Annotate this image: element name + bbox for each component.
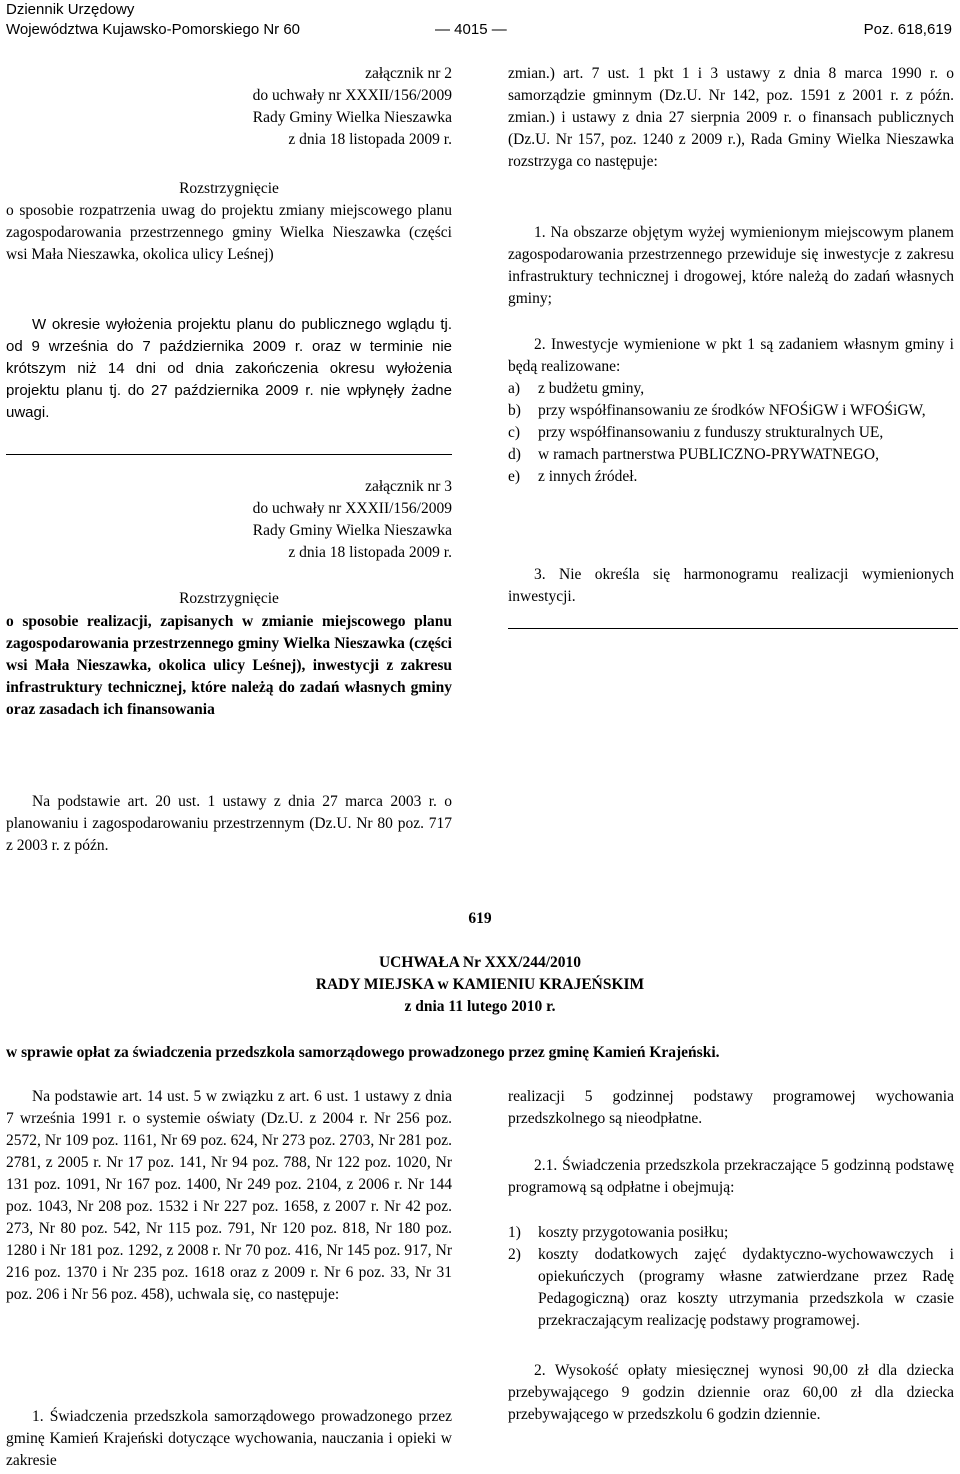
list-item: e) z innych źródeł. bbox=[508, 468, 638, 485]
act-point-1-cont: realizacji 5 godzinnej podstawy programowej wychowania przedszkolnego są nieodpłatne. bbox=[508, 1088, 954, 1127]
position-number: Poz. 618,619 bbox=[863, 21, 952, 38]
journal-issue: Województwa Kujawsko-Pomorskiego Nr 60 bbox=[6, 21, 301, 38]
annex2-subject: o sposobie rozpatrzenia uwag do projektu zmiany miejscowego planu zagospodarowania przestrzennego gminy Wielka Nieszawka (części wsi Mała Nieszawka, okolica ulicy Leśnej) bbox=[6, 202, 452, 263]
annex2-heading: załącznik nr 2 do uchwały nr XXXII/156/2009 Rady Gminy Wielka Nieszawka z dnia 18 listopada 2009 r. bbox=[252, 65, 452, 148]
journal-title: Dziennik Urzędowy bbox=[6, 1, 135, 18]
list-item: a) z budżetu gminy, bbox=[508, 380, 645, 397]
annex3-subject: o sposobie realizacji, zapisanych w zmianie miejscowego planu zagospodarowania przestrzennego gminy Wielka Nieszawka (części wsi Mała Nieszawka, okolica ulicy Leśnej), inwestycji z zakresu infrastruktury technicznej, które należą do zadań własnych gminy oraz zasadach ich finansowania bbox=[6, 613, 452, 718]
act-point-1: 1. Świadczenia przedszkola samorządowego prowadzonego przez gminę Kamień Krajeński dotyczące wychowania, nauczania i opieki w zakresie bbox=[6, 1408, 452, 1469]
divider bbox=[6, 454, 452, 455]
list-item: 2) koszty dodatkowych zajęć dydaktyczno-wychowawczych i opiekuńczych (programy własne zatwierdzane przez Radę Pedagogiczną) oraz koszty utrzymania przedszkola w czasie przekraczającym realizację podstawy programowej. bbox=[508, 1246, 954, 1329]
act-point-2: 2. Wysokość opłaty miesięcznej wynosi 90,00 zł dla dziecka przebywającego 9 godzin dziennie oraz 60,00 zł dla dziecka przebywającego w przedszkolu 6 godzin dziennie. bbox=[508, 1362, 954, 1423]
annex3-point-3: 3. Nie określa się harmonogramu realizacji wymienionych inwestycji. bbox=[508, 566, 954, 605]
annex3-list bbox=[508, 378, 954, 488]
act-number: 619 bbox=[468, 910, 492, 927]
annex3-basis: Na podstawie art. 20 ust. 1 ustawy z dnia 27 marca 2003 r. o planowaniu i zagospodarowaniu przestrzennym (Dz.U. Nr 80 poz. 717 z 2003 r. z późn. bbox=[6, 793, 452, 854]
annex3-point-1: 1. Na obszarze objętym wyżej wymienionym miejscowym planem zagospodarowania przestrzennego przewiduje się inwestycje z zakresu infrastruktury technicznej i drogowej, które należą do zadań własnych gminy; bbox=[508, 224, 954, 307]
act-point-2-1: 2.1. Świadczenia przedszkola przekraczające 5 godzinną podstawę programową są odpłatne i obejmują: bbox=[508, 1157, 954, 1196]
list-item: b) przy współfinansowaniu ze środków NFOŚiGW i WFOŚiGW, bbox=[508, 402, 926, 419]
annex2-title: Rozstrzygnięcie bbox=[179, 180, 279, 197]
list-item: c) przy współfinansowaniu z funduszy strukturalnych UE, bbox=[508, 424, 884, 441]
annex3-basis-cont: zmian.) art. 7 ust. 1 pkt 1 i 3 ustawy z dnia 8 marca 1990 r. o samorządzie gminnym (Dz.U. Nr 142, poz. 1591 z 2001 r. z późn. zmian.) i ustawy z dnia 27 sierpnia 2009 r. o finansach publicznych (Dz.U. Nr 157, poz. 1240 z 2009 r.), Rada Gminy Wielka Nieszawka rozstrzyga co następuje: bbox=[508, 65, 954, 170]
act-basis: Na podstawie art. 14 ust. 5 w związku z art. 6 ust. 1 ustawy z dnia 7 września 1991 r. o systemie oświaty (Dz.U. z 2004 r. Nr 256 poz. 2572, Nr 109 poz. 1161, Nr 69 poz. 624, Nr 273 poz. 2703, Nr 281 poz. 2781, z 2005 r. Nr 17 poz. 141, Nr 94 poz. 788, Nr 122 poz. 1020, Nr 131 poz. 1091, Nr 167 poz. 1400, Nr 249 poz. 2104, z 2006 r. Nr 144 poz. 1043, Nr 208 poz. 1532 i Nr 227 poz. 1658, z 2007 r. Nr 42 poz. 273, Nr 80 poz. 542, Nr 115 poz. 791, Nr 120 poz. 818, Nr 180 poz. 1280 i Nr 181 poz. 1292, z 2008 r. Nr 70 poz. 416, Nr 145 poz. 917, Nr 216 poz. 1370 i Nr 235 poz. 1618 oraz z 2009 r. Nr 6 poz. 33, Nr 31 poz. 206 i Nr 56 poz. 458), uchwala się, co następuje: bbox=[6, 1088, 452, 1303]
list-item: 1) koszty przygotowania posiłku; bbox=[508, 1224, 729, 1241]
list-item: d) w ramach partnerstwa PUBLICZNO-PRYWATNEGO, bbox=[508, 446, 879, 463]
page-number: — 4015 — bbox=[435, 21, 507, 38]
annex2-body: W okresie wyłożenia projektu planu do publicznego wglądu tj. od 9 września do 7 października 2009 r. oraz w terminie nie krótszym niż 14 dni od dnia zakończenia okresu wyłożenia projektu planu tj. do 27 października 2009 r. nie wpłynęły żadne uwagi. bbox=[6, 316, 452, 421]
act-title: UCHWAŁA Nr XXX/244/2010 RADY MIEJSKA w KAMIENIU KRAJEŃSKIM z dnia 11 lutego 2010 r. bbox=[315, 954, 645, 1015]
annex3-title: Rozstrzygnięcie bbox=[179, 590, 279, 607]
annex3-heading: załącznik nr 3 do uchwały nr XXXII/156/2009 Rady Gminy Wielka Nieszawka z dnia 18 listopada 2009 r. bbox=[252, 478, 452, 561]
annex3-point-2: 2. Inwestycje wymienione w pkt 1 są zadaniem własnym gminy i będą realizowane: bbox=[508, 336, 954, 375]
divider bbox=[508, 628, 958, 629]
act-list bbox=[508, 1222, 954, 1332]
act-subject: w sprawie opłat za świadczenia przedszkola samorządowego prowadzonego przez gminę Kamień Krajeński. bbox=[6, 1044, 720, 1061]
